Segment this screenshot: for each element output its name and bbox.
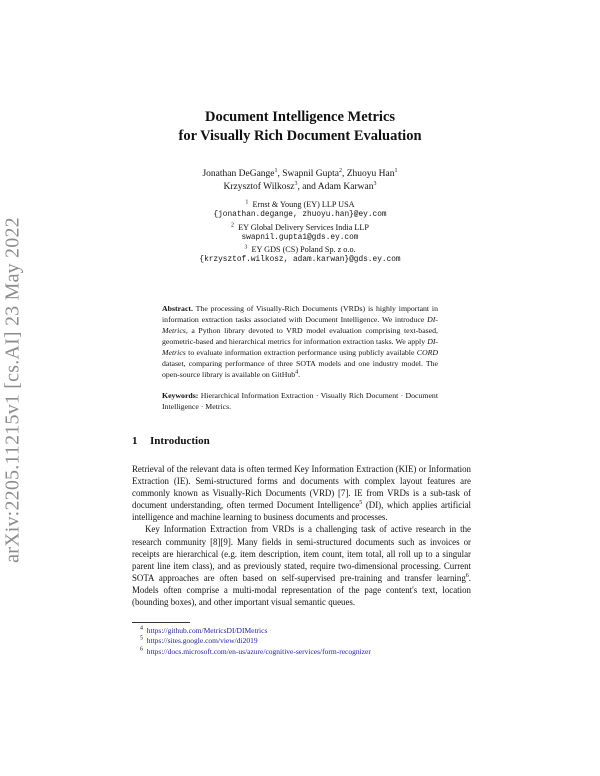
affiliation-name: EY Global Delivery Services India LLP xyxy=(238,222,369,232)
paragraph: Key Information Extraction from VRDs is a challenging task of active research in the research community [8][9]. Many fields in semi-structured documents such as invoices or receipts are hierarchical (e.g. item description, item count, item total, all roll up to a singular parent line item class), and as previously stated, require two-dimensional processing. Current SOTA approaches are often based on self-supervised pre-training and transfer learning$^6$. Models often comprise a multi-modal representation of the page content's text, location (bounding boxes), and other important visual semantic queues. xyxy=(132,524,471,608)
affiliation-name: EY GDS (CS) Poland Sp. z o.o. xyxy=(251,245,356,255)
footnotes xyxy=(140,626,371,657)
author-name: Krzysztof Wilkosz xyxy=(223,182,295,192)
author-name: Jonathan DeGange xyxy=(202,169,275,179)
footnote: $^6$ https://docs.microsoft.com/en-us/azure/cognitive-services/form-recognizer xyxy=(140,646,371,656)
arxiv-stamp: arXiv:2205.11215v1 [cs.AI] 23 May 2022 xyxy=(1,217,24,563)
paper-title xyxy=(0,108,600,146)
paragraph: Retrieval of the relevant data is often termed Key Information Extraction (KIE) or Information Extraction (IE). Semi-structured forms and documents with complex layout features are commonly known as Visually-Rich Documents (VRD) [7]. IE from VRDs is a sub-task of document understanding, often termed Document Intelligence$^5$ (DI), which applies artificial intelligence and machine learning to business documents and processes. xyxy=(132,464,471,523)
footnote-divider xyxy=(132,622,190,623)
author-list: Jonathan DeGange$^1$, Swapnil Gupta$^2$, Zhuoyu Han$^1$ Krzysztof Wilkosz$^3$, and Adam Karwan$^3$ xyxy=(202,167,398,192)
arxiv-identifier xyxy=(3,110,23,670)
abstract: Abstract. The processing of Visually-Rich Documents (VRDs) is highly important in information extraction tasks associated with Document Intelligence. We introduce DI-Metrics, a Python library devoted to VRD model evaluation comprising text-based, geometric-based and hierarchical metrics for information extraction tasks. We apply DI-Metrics to evaluate information extraction performance using publicly available CORD dataset, comparing performance of three SOTA models and one industry model. The open-source library is available on GitHub$^4$. xyxy=(162,304,439,379)
keywords-label: Keywords: xyxy=(162,391,199,400)
affiliation-email: swapnil.gupta1@gds.ey.com xyxy=(241,233,359,242)
section-heading: 1 Introduction xyxy=(132,435,210,447)
footnote-link[interactable]: https://github.com/MetricsDI/DIMetrics xyxy=(146,626,268,635)
affiliation-email: {jonathan.degange, zhuoyu.han}@ey.com xyxy=(213,211,387,220)
keywords: Keywords: Hierarchical Information Extraction · Visually Rich Document · Document Intelligence · Metrics. xyxy=(162,391,438,411)
footnote-link[interactable]: https://docs.microsoft.com/en-us/azure/cognitive-services/form-recognizer xyxy=(146,646,371,656)
abstract-label: Abstract. xyxy=(162,304,193,313)
footnote: $^4$ https://github.com/MetricsDI/DIMetrics xyxy=(140,625,268,635)
footnote-link[interactable]: https://sites.google.com/view/di2019 xyxy=(146,636,258,646)
affiliation-email: {krzysztof.wilkosz, adam.karwan}@gds.ey.com xyxy=(199,256,401,265)
introduction-body xyxy=(132,463,471,608)
title-line-1: Document Intelligence Metrics xyxy=(204,109,396,125)
affiliations: $^1$ Ernst & Young (EY) LLP USA {jonathan.degange, zhuoyu.han}@ey.com $^2$ EY Global Delivery Services India LLP swapnil.gupta1@gds.ey.com $^3$ EY GDS (CS) Poland Sp. z o.o. {krzysztof.wilkosz, adam.karwan}@gds.ey.com xyxy=(0,199,600,267)
title-line-2: for Visually Rich Document Evaluation xyxy=(178,128,422,144)
author-name: Adam Karwan xyxy=(317,182,374,192)
footnote: $^5$ https://sites.google.com/view/di2019 xyxy=(140,635,258,646)
affiliation-name: Ernst & Young (EY) LLP USA xyxy=(252,200,355,209)
author-name: Zhuoyu Han xyxy=(346,169,395,179)
author-name: Swapnil Gupta xyxy=(282,169,339,179)
